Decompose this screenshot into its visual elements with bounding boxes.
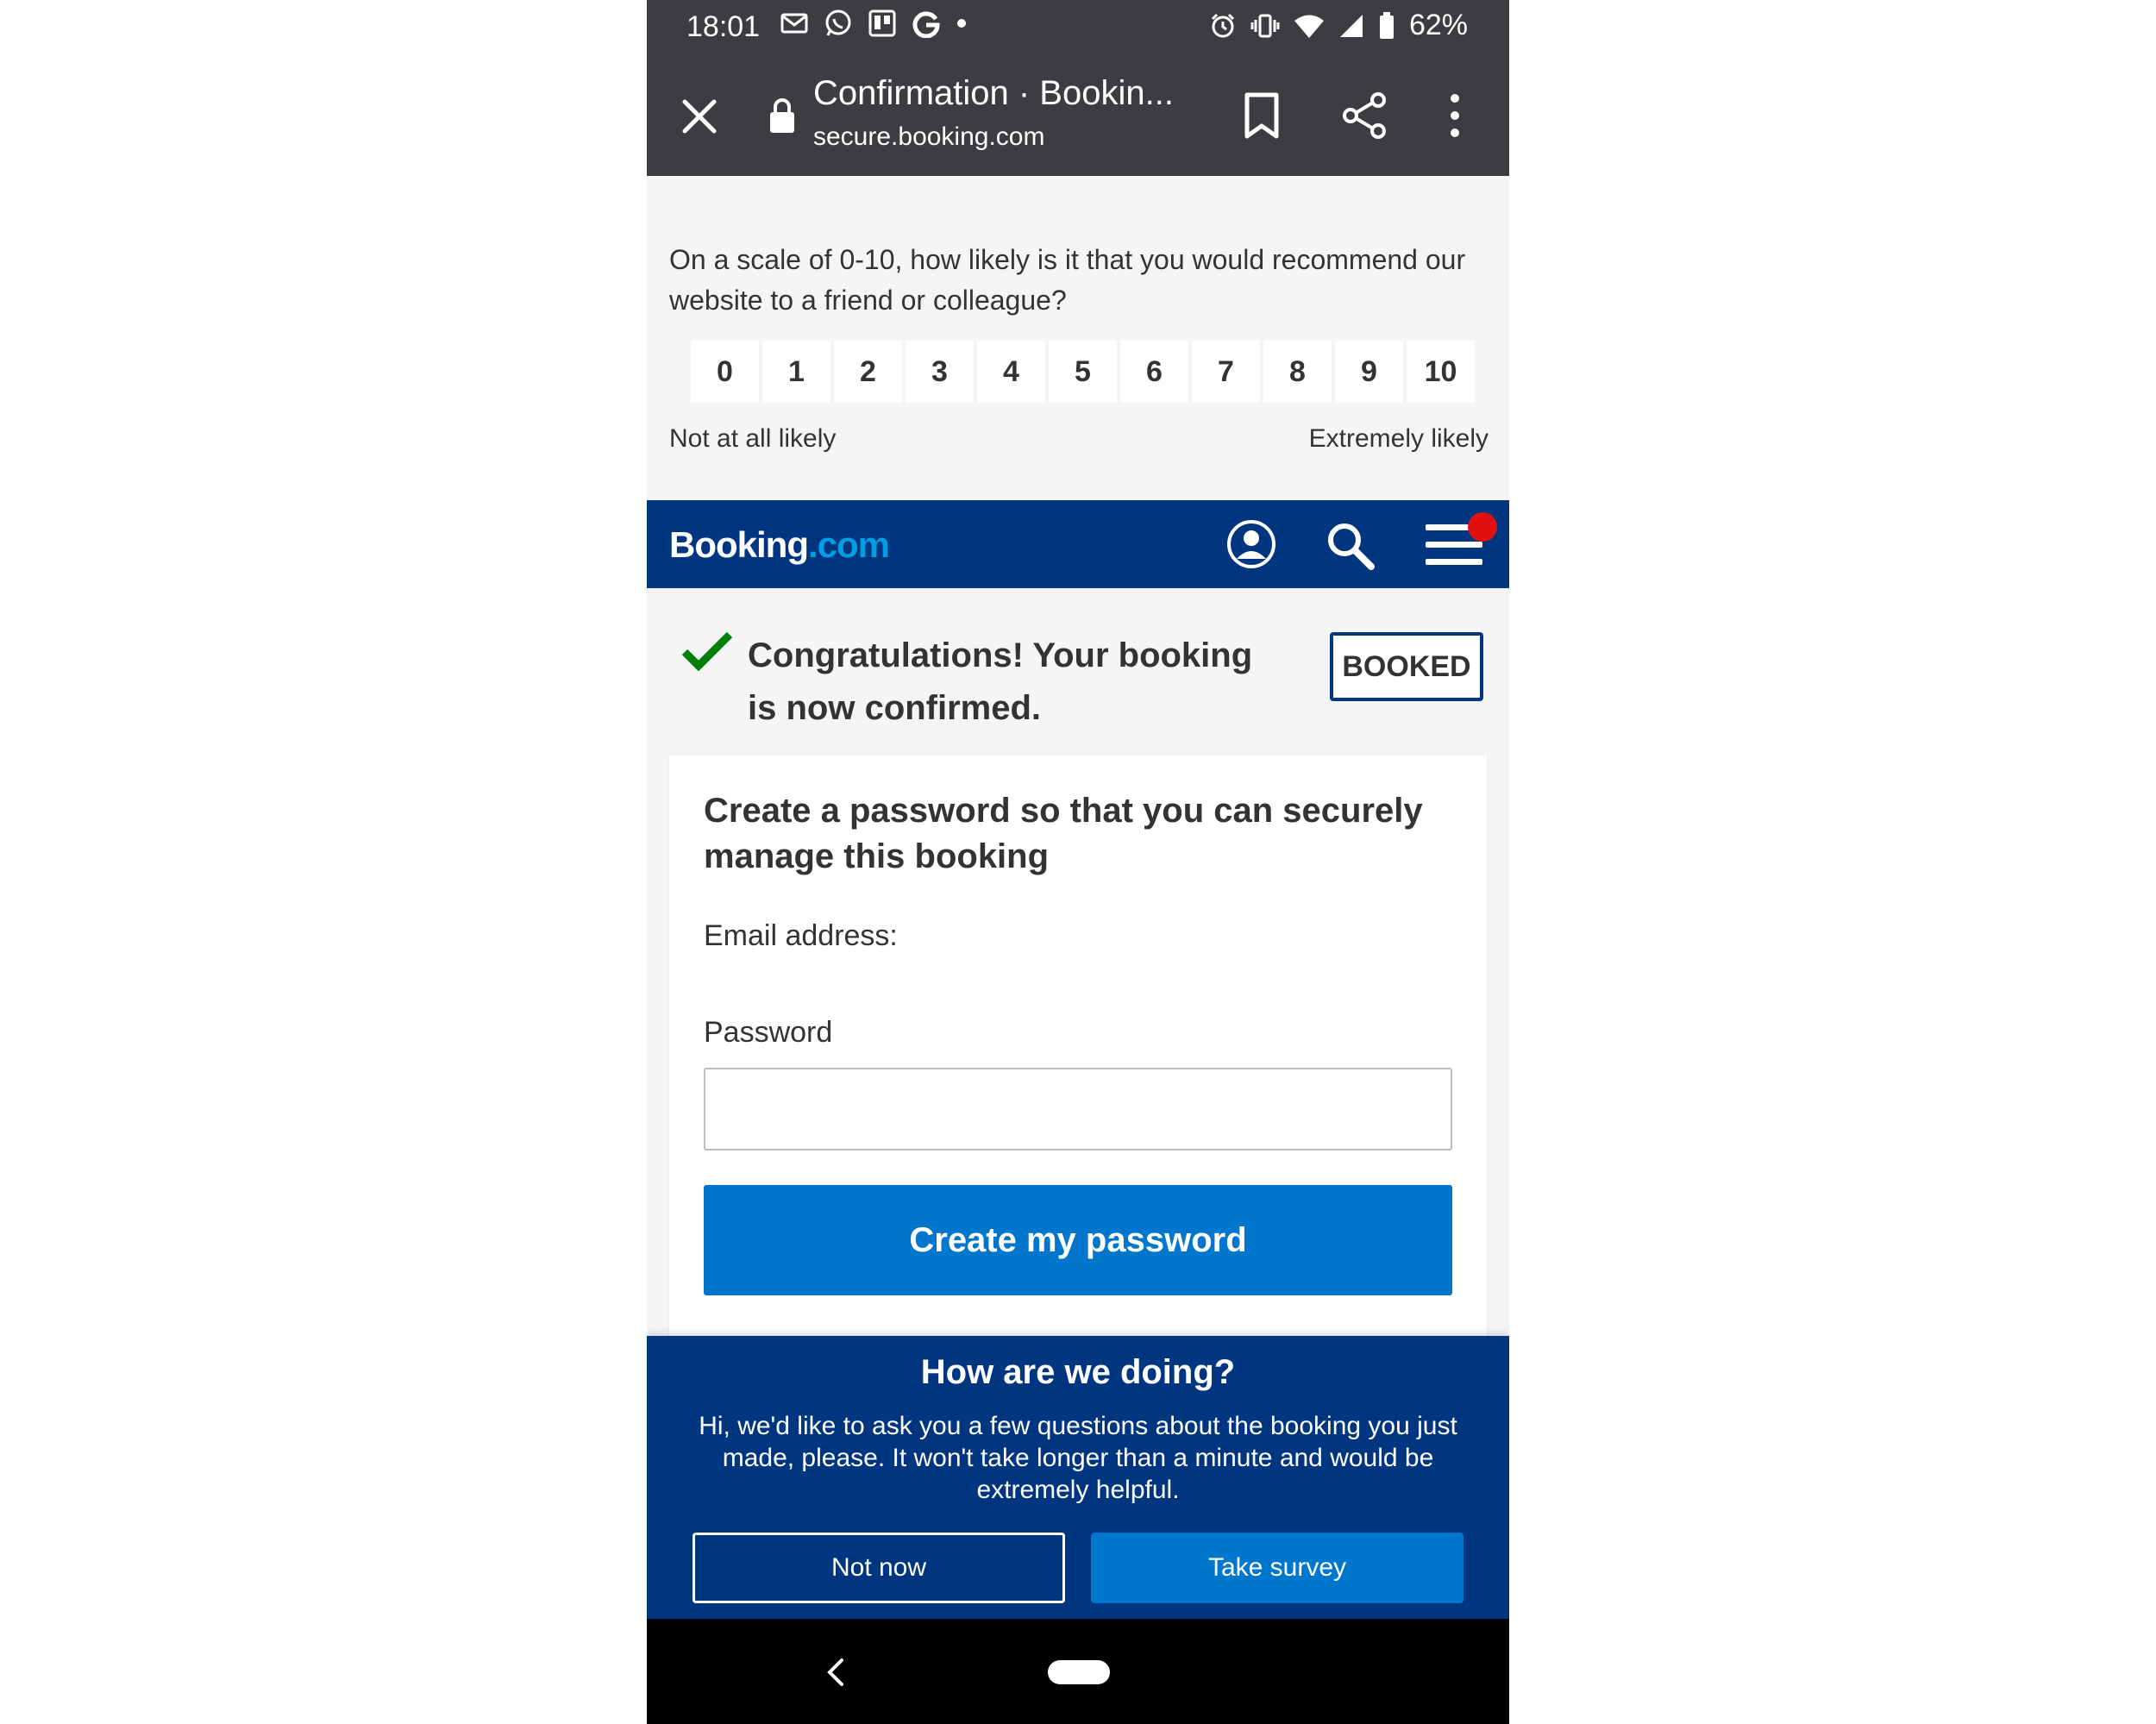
nps-score-0[interactable]: 0 [691, 341, 759, 403]
survey-popup [647, 1336, 1509, 1619]
site-header [647, 500, 1509, 588]
booking-logo[interactable] [669, 524, 889, 566]
page-url: secure.booking.com [813, 122, 1045, 151]
vibrate-icon [1250, 13, 1280, 39]
battery-icon [1378, 12, 1395, 40]
nps-score-2[interactable]: 2 [834, 341, 902, 403]
card-title: Create a password so that you can securely manage this booking [704, 792, 1423, 875]
password-input[interactable] [704, 1068, 1452, 1150]
phone-screen [647, 0, 1509, 1724]
nps-score-3[interactable]: 3 [906, 341, 974, 403]
wifi-icon [1294, 13, 1325, 39]
nps-score-5[interactable]: 5 [1049, 341, 1117, 403]
nps-score-4[interactable]: 4 [977, 341, 1045, 403]
confirmation-message: Congratulations! Your booking is now confirmed. [748, 636, 1253, 727]
nps-score-10[interactable]: 10 [1407, 341, 1475, 403]
custom-tab-bar [647, 55, 1509, 176]
nps-low-label: Not at all likely [669, 424, 837, 453]
nps-score-8[interactable]: 8 [1263, 341, 1332, 403]
lock-icon [768, 97, 797, 135]
checkmark-icon [681, 630, 733, 673]
battery-percent: 62% [1408, 9, 1468, 41]
trello-icon [868, 9, 896, 37]
not-now-button[interactable]: Not now [693, 1533, 1065, 1603]
notification-icons [780, 9, 967, 38]
system-status-icons [1209, 9, 1468, 42]
more-options-icon[interactable] [1442, 90, 1468, 141]
nps-score-7[interactable]: 7 [1192, 341, 1260, 403]
page-title: Confirmation · Bookin... [813, 74, 1174, 112]
booked-badge: BOOKED [1330, 632, 1483, 701]
status-bar [647, 0, 1509, 55]
nps-score-9[interactable]: 9 [1335, 341, 1403, 403]
account-icon[interactable] [1226, 519, 1276, 569]
password-label: Password [704, 1016, 833, 1049]
signal-icon [1338, 13, 1364, 39]
status-time: 18:01 [686, 10, 761, 43]
create-password-card [669, 755, 1487, 1342]
survey-body: Hi, we'd like to ask you a few questions about the booking you just made, please. It won't take longer than a minute and would be extremely helpful. [699, 1412, 1457, 1504]
gmail-icon [780, 12, 808, 34]
navigation-bar [647, 1619, 1509, 1724]
back-icon[interactable] [823, 1655, 849, 1690]
search-icon[interactable] [1324, 519, 1376, 571]
google-icon [912, 9, 941, 38]
notification-dot [1468, 512, 1497, 542]
nps-question: On a scale of 0-10, how likely is it that you would recommend our website to a friend or colleague? [669, 244, 1466, 316]
take-survey-button[interactable]: Take survey [1091, 1533, 1463, 1603]
close-icon[interactable] [678, 95, 721, 138]
dot-icon [956, 18, 967, 28]
email-label: Email address: [704, 919, 898, 952]
logo-suffix: .com [807, 524, 890, 565]
nps-scale [691, 341, 1475, 403]
survey-title: How are we doing? [920, 1353, 1236, 1391]
nps-score-1[interactable]: 1 [762, 341, 830, 403]
whatsapp-icon [824, 9, 853, 38]
nps-high-label: Extremely likely [1308, 424, 1489, 453]
nps-score-6[interactable]: 6 [1120, 341, 1188, 403]
logo-main: Booking [669, 524, 808, 565]
alarm-icon [1209, 12, 1237, 40]
browser-toolbar [647, 0, 1509, 176]
home-button[interactable] [1048, 1660, 1110, 1684]
share-icon[interactable] [1338, 90, 1390, 141]
create-password-button[interactable]: Create my password [704, 1185, 1452, 1295]
bookmark-icon[interactable] [1240, 90, 1283, 141]
